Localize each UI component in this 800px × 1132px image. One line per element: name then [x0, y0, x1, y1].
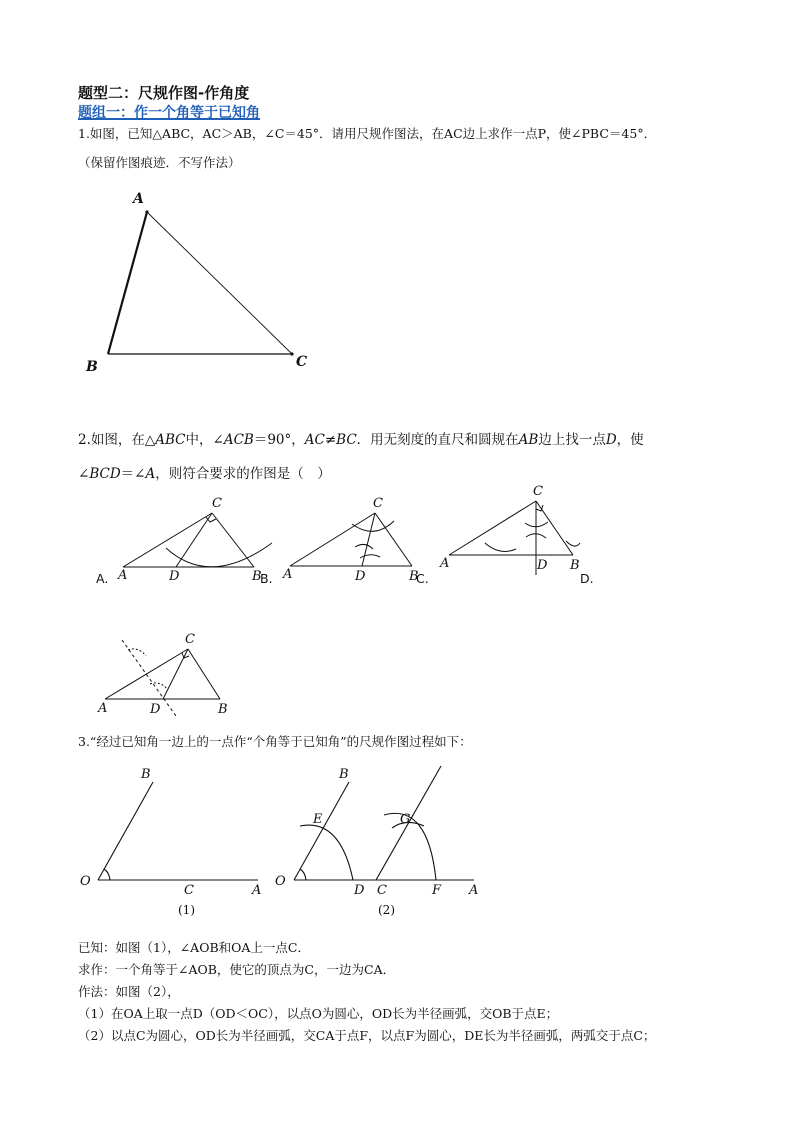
svg-text:A: A — [440, 556, 450, 571]
svg-text:D: D — [355, 569, 366, 584]
svg-text:B: B — [570, 558, 580, 573]
q1-label-a: A — [133, 191, 144, 207]
svg-text:C: C — [377, 883, 387, 898]
q3-method: 作法：如图（2）， — [78, 984, 180, 999]
svg-text:B: B — [218, 702, 228, 717]
svg-text:C: C — [184, 883, 194, 898]
svg-text:G: G — [400, 812, 411, 827]
q3-figure-1 — [98, 782, 258, 880]
q1-text-line1: 1.如图，已知△ABC，AC＞AB，∠C＝45°．请用尺规作图法，在AC边上求作一点P，使∠PBC＝45°． — [78, 126, 657, 141]
q3-caption-2: (2) — [378, 903, 395, 917]
svg-text:A: A — [252, 883, 262, 898]
q2-option-c[interactable]: C. — [416, 571, 429, 586]
svg-text:B: B — [339, 767, 349, 782]
q2-text-line2: ∠BCD＝∠A，则符合要求的作图是（ ） — [78, 466, 331, 482]
svg-text:B: B — [141, 767, 151, 782]
q3-find: 求作：一个角等于∠AOB，使它的顶点为C，一边为CA． — [78, 962, 396, 977]
svg-text:A: A — [469, 883, 479, 898]
q3-step2: （2）以点C为圆心，OD长为半径画弧，交CA于点F，以点F为圆心，DE长为半径画弧，两弧交于点C； — [78, 1028, 656, 1043]
q3-caption-1: (1) — [178, 903, 195, 917]
svg-text:O: O — [275, 874, 286, 889]
svg-text:B: B — [252, 569, 262, 584]
svg-text:D: D — [537, 558, 548, 573]
q2-text-line1: 2.如图，在△ABC中，∠ACB＝90°，AC≠BC．用无刻度的直尺和圆规在AB边上找一点D，使 — [78, 432, 644, 448]
group-title: 题组一：作一个角等于已知角 — [78, 105, 260, 121]
q2-option-b[interactable]: B. — [260, 571, 273, 586]
svg-text:A: A — [98, 701, 108, 716]
q3-step1: （1）在OA上取一点D（OD＜OC），以点O为圆心，OD长为半径画弧，交OB于点E； — [78, 1006, 559, 1021]
svg-text:F: F — [432, 883, 442, 898]
svg-text:A: A — [283, 567, 293, 582]
svg-text:C: C — [373, 496, 383, 511]
svg-text:C: C — [212, 496, 222, 511]
svg-text:A: A — [118, 568, 128, 583]
svg-text:D: D — [169, 569, 180, 584]
svg-text:D: D — [354, 883, 365, 898]
svg-text:C: C — [533, 484, 543, 499]
svg-text:E: E — [313, 812, 323, 827]
q2-option-a[interactable]: A. — [96, 571, 109, 586]
q1-text-line2: （保留作图痕迹．不写作法） — [78, 155, 241, 170]
q1-label-b: B — [86, 359, 98, 375]
q3-text-line1: 3.“经过已知角一边上的一点作“个角等于已知角”的尺规作图过程如下： — [78, 734, 472, 749]
svg-text:C: C — [185, 632, 195, 647]
svg-text:O: O — [80, 874, 91, 889]
q2-option-d[interactable]: D. — [580, 571, 594, 586]
section-title: 题型二：尺规作图-作角度 — [78, 84, 250, 102]
q3-known: 已知：如图（1），∠AOB和OA上一点C． — [78, 940, 310, 955]
q1-label-c: C — [296, 354, 308, 370]
svg-text:D: D — [150, 702, 161, 717]
svg-text:B: B — [409, 569, 419, 584]
